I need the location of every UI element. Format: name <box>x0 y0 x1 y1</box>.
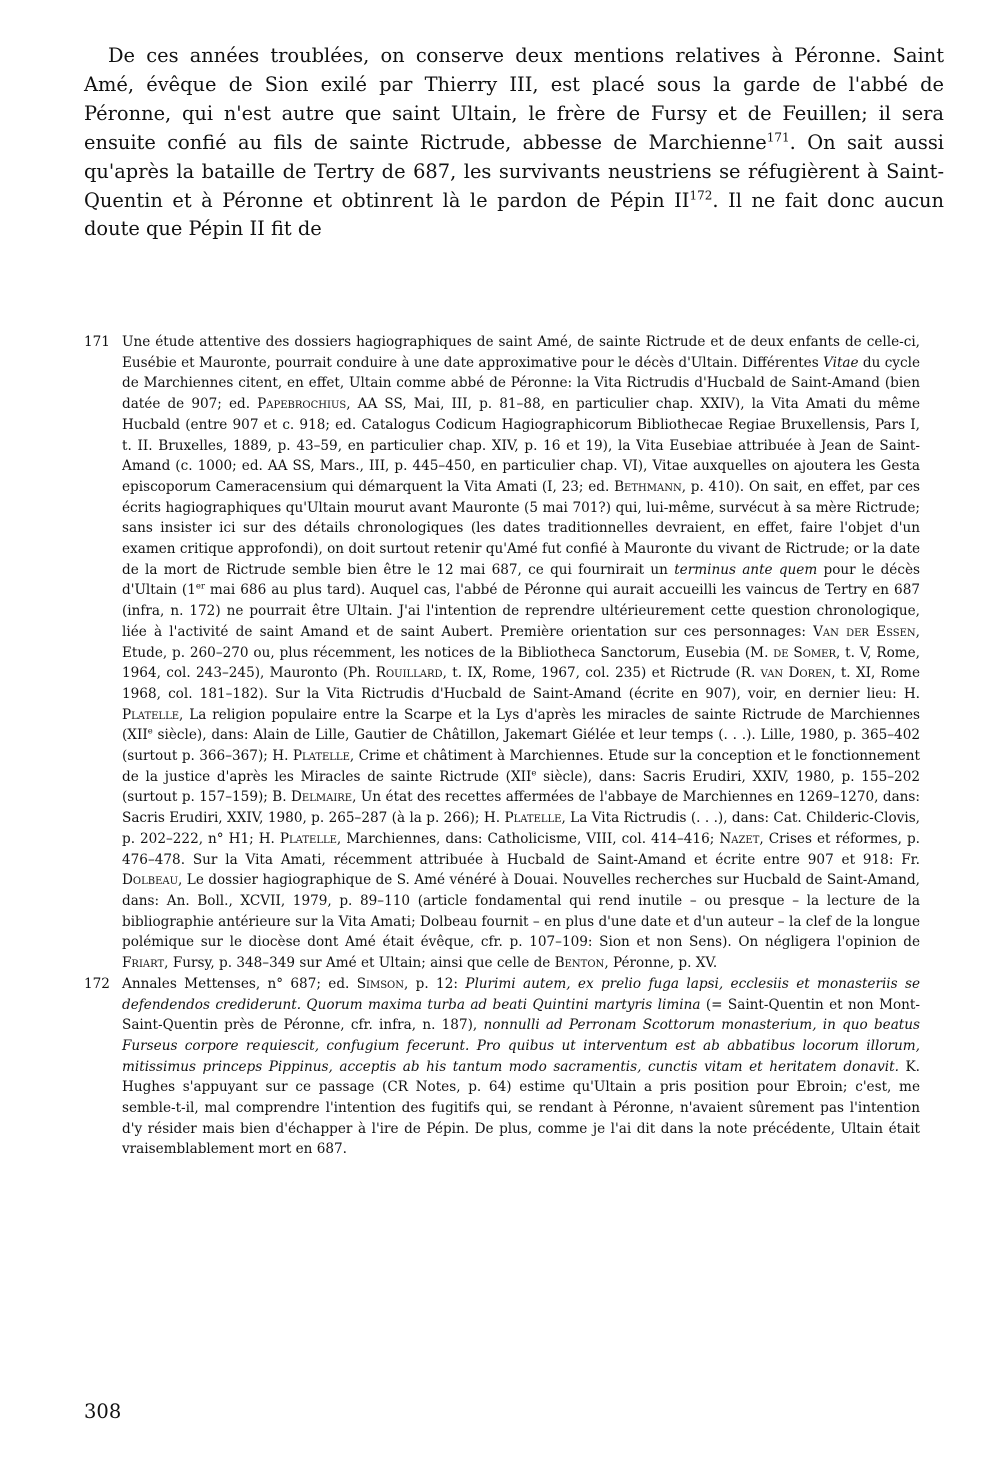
text-run: , p. 12: <box>404 975 466 992</box>
text-run: siècle), dans: Alain de Lille, Gautier de Châtillon, Jakemart Giélée et leur temps (. . .). Lille, 1980, p. 365–402 (surtout p. 366–367); H. <box>122 727 920 765</box>
text-run: , Crime et châtiment à Marchiennes. Etude sur la conception et le fonctionnement de la justice d'après les Miracles de sainte Rictrude (XII <box>122 748 921 785</box>
main-text-part-2: . On sait aussi qu'après la bataille de Tertry de 687, les survivants neustriens se réfugièrent à Saint-Quentin et à Péronne et obtinrent là le pardon de Pépin II <box>84 130 944 212</box>
text-run: , Fursy, p. 348–349 sur Amé et Ultain; ainsi que celle de <box>164 955 555 972</box>
footnote-ref-171[interactable]: 171 <box>766 130 790 145</box>
italic-run: nonnulli ad Perronam Scottorum monasterium, in quo beatus Furseus corpore requiescit, confugium fecerunt. Pro quibus ut interventum est ab abbatibus locorum illorum, mitissimus princeps Pippinus, acceptis ab his tantum modo sacramentis, cunctis vitam et heritatem donavit. <box>122 1017 920 1075</box>
superscript: e <box>147 725 153 736</box>
text-run: , Etude, p. 260–270 ou, plus récemment, les notices de la Bibliotheca Sanctorum, Eusebia (M. <box>122 623 920 661</box>
superscript: er <box>195 580 205 591</box>
text-run: , t. V, Rome, 1964, col. 243–245), Mauronto (Ph. <box>122 644 921 682</box>
text-run: K. Hughes s'appuyant sur ce passage (CR Notes, p. 64) estime qu'Ultain a pris position pour Ebroin; c'est, me semble-t-il, mal comprendre l'intention des fugitifs qui, se rendant à Péronne, n'avaient sûrement pas l'intention d'y résider mais bien d'échapper à l'ire de Pépin. De plus, comme je l'ai dit dans la note précédente, Ultain était vraisemblablement mort en 687. <box>122 1058 920 1158</box>
text-run: pour le décès d'Ultain (1 <box>122 561 920 599</box>
footnote-text <box>122 974 920 1160</box>
author-name: Benton <box>554 955 605 972</box>
main-text-part-3: . Il ne fait donc aucun doute que Pépin II fit de <box>84 188 945 241</box>
text-run: , t. IX, Rome, 1967, col. 235) et Rictrude (R. <box>442 665 761 682</box>
text-run: , p. 410). On sait, en effet, par ces écrits hagiographiques qu'Ultain mourut avant Mauronte (5 mai 701?) qui, lui-même, survécut à sa mère Rictrude; sans insister ici sur des détails chronologiques (les dates traditionnelles devraient, en effet, faire l'objet d'un examen critique approfondi), on doit surtout retenir qu'Amé fut confié à Mauronte du vivant de Rictrude; or la date de la mort de Rictrude semble bien être le 12 mai 687, ce qui fournirait un <box>122 478 920 578</box>
author-name: Platelle <box>279 830 337 847</box>
text-run: Une étude attentive des dossiers hagiographiques de saint Amé, de sainte Rictrude et de deux enfants de celle-ci, Eusébie et Mauronte, pourrait conduire à une date approximative pour le décès d'Ultain. Différentes <box>122 334 920 371</box>
text-run: , La religion populaire entre la Scarpe et la Lys d'après les miracles de sainte Rictrude de Marchiennes (XII <box>122 706 920 744</box>
text-run: , AA SS, Mai, III, p. 81–88, en particulier chap. XXIV), la Vita Amati du même Hucbald (entre 907 et c. 918; ed. Catalogus Codicum Hagiographicorum Bibliothecae Regiae Bruxellensis, Pars I, t. II. Bruxelles, 1889, p. 43–59, en particulier chap. XIV, p. 16 et 19), la Vita Eusebiae attribuée à Jean de Saint-Amand (c. 1000; ed. AA SS, Mars., III, p. 445–450, en particulier chap. VI), Vitae auxquelles on ajoutera les Gesta episcoporum Cameracensium qui démarquent la Vita Amati (I, 23; ed. <box>122 396 921 495</box>
text-run: , t. XI, Rome 1968, col. 181–182). Sur la Vita Rictrudis d'Hucbald de Saint-Amand (écrite en 907), voir, en dernier lieu: H. <box>122 665 920 702</box>
text-run: siècle), dans: Sacris Erudiri, XXIV, 1980, p. 155–202 (surtout p. 157–159); B. <box>122 768 920 806</box>
footnote-171 <box>84 332 920 974</box>
text-run: , Marchiennes, dans: Catholicisme, VIII, col. 414–416; <box>336 830 720 847</box>
author-name: Rouillard <box>375 665 443 682</box>
superscript: e <box>531 767 537 778</box>
author-name: Dolbeau <box>122 872 179 889</box>
page-number: 308 <box>84 1400 122 1423</box>
footnotes-section <box>84 332 920 1160</box>
footnote-text <box>122 332 920 974</box>
text-run: , Crises et réformes, p. 476–478. Sur la Vita Amati, récemment attribuée à Hucbald de Saint-Amand et écrite entre 907 et 918: Fr. <box>122 830 920 868</box>
author-name: van Doren <box>760 665 832 682</box>
italic-run: Plurimi autem, ex prelio fuga lapsi, ecclesiis et monasteriis se defendendos crediderunt. Quorum maxima turba ad beati Quintini martyris limina <box>122 975 921 1013</box>
text-run: du cycle de Marchiennes citent, en effet, Ultain comme abbé de Péronne: la Vita Rictrudis d'Hucbald de Saint-Amand (bien datée de 907; ed. <box>122 354 920 413</box>
author-name: Bethmann <box>614 478 682 495</box>
text-run: , Le dossier hagiographique de S. Amé vénéré à Douai. Nouvelles recherches sur Hucbald de Saint-Amand, dans: An. Boll., XCVII, 1979, p. 89–110 (article fondamental qui rend inutile – ou presque – la lecture de la bibliographie antérieure sur la Vita Amati; Dolbeau fournit – en plus d'une date et d'un auteur – la clef de la longue polémique sur le diocèse dont Amé était évêque, cfr. p. 107–109: Sion et non Sens). On négligera l'opinion de <box>122 872 920 951</box>
author-name: Simson <box>356 975 405 992</box>
text-run: , Péronne, p. XV. <box>604 955 718 972</box>
italic-run: terminus ante quem <box>674 561 818 578</box>
author-name: Van der Essen <box>813 623 916 640</box>
text-run: mai 686 au plus tard). Auquel cas, l'abbé de Péronne qui aurait accueilli les vaincus de Tertry en 687 (infra, n. 172) ne pourrait être Ultain. J'ai l'intention de reprendre ultérieurement cette question chronologique, liée à l'activité de saint Amand et de saint Aubert. Première orientation sur ces personnages: <box>122 582 921 640</box>
text-run: , La Vita Rictrudis (. . .), dans: Cat. Childeric-Clovis, p. 202–222, n° H1; H. <box>122 810 920 847</box>
author-name: Platelle <box>292 748 350 765</box>
footnote-172 <box>84 974 920 1160</box>
author-name: Platelle <box>504 810 562 827</box>
author-name: de Somer <box>773 644 836 661</box>
author-name: Nazet <box>719 830 760 847</box>
author-name: Papebrochius <box>257 396 347 413</box>
text-run: Annales Mettenses, n° 687; ed. <box>122 975 357 992</box>
text-run: (= Saint-Quentin et non Mont-Saint-Quentin près de Péronne, cfr. infra, n. 187), <box>122 996 920 1034</box>
italic-run: Vitae <box>823 354 859 371</box>
footnote-number: 172 <box>84 975 110 992</box>
footnote-ref-172[interactable]: 172 <box>689 188 713 203</box>
author-name: Friart <box>122 955 165 972</box>
text-run: , Un état des recettes affermées de l'abbaye de Marchiennes en 1269–1270, dans: Sacris Erudiri, XXIV, 1980, p. 265–287 (à la p. 266); H. <box>122 789 920 827</box>
main-text-part-1: De ces années troublées, on conserve deux mentions relatives à Péronne. Saint Amé, évêque de Sion exilé par Thierry III, est placé sous la garde de l'abbé de Péronne, qui n'est autre que saint Ultain, le frère de Fursy et de Feuillen; il sera ensuite confié au fils de sainte Rictrude, abbesse de Marchienne <box>84 44 944 154</box>
author-name: Platelle <box>122 706 180 723</box>
author-name: Delmaire <box>291 789 353 806</box>
main-paragraph <box>84 42 944 244</box>
footnote-number: 171 <box>84 334 110 350</box>
